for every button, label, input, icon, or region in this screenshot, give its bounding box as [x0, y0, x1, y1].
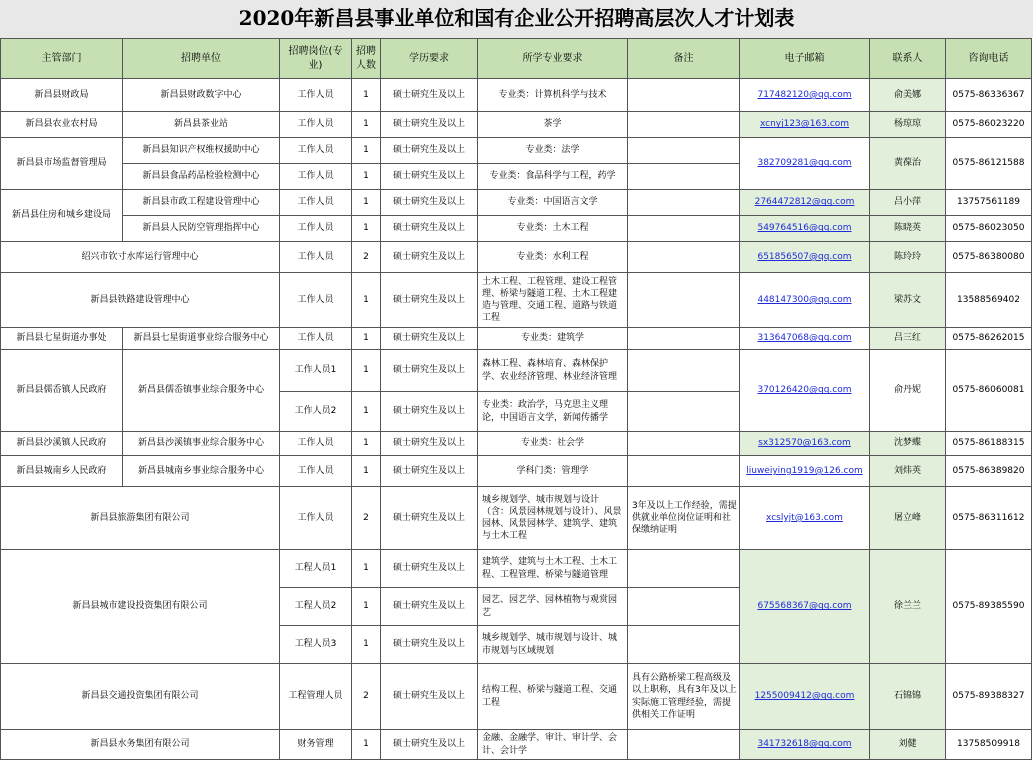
note-cell — [628, 190, 740, 216]
post-cell: 财务管理 — [280, 730, 352, 760]
phone-cell: 0575-86121588 — [946, 138, 1032, 190]
edu-cell: 硕士研究生及以上 — [381, 273, 478, 328]
table-row — [1, 242, 1032, 273]
num-cell: 1 — [352, 164, 381, 190]
major-cell: 专业类：土木工程 — [478, 216, 628, 242]
major-cell: 专业类：建筑学 — [478, 328, 628, 350]
edu-cell: 硕士研究生及以上 — [381, 456, 478, 487]
phone-cell: 0575-86023050 — [946, 216, 1032, 242]
email-link[interactable]: 717482120@qq.com — [757, 89, 852, 100]
major-cell: 学科门类：管理学 — [478, 456, 628, 487]
contact-cell: 沈梦蝶 — [870, 432, 946, 456]
major-cell: 专业类：水利工程 — [478, 242, 628, 273]
table-row — [1, 664, 1032, 730]
email-cell — [740, 487, 870, 550]
phone-cell: 0575-86311612 — [946, 487, 1032, 550]
post-cell: 工作人员 — [280, 216, 352, 242]
email-cell — [740, 216, 870, 242]
email-cell — [740, 328, 870, 350]
edu-cell: 硕士研究生及以上 — [381, 112, 478, 138]
num-cell: 1 — [352, 273, 381, 328]
contact-cell: 俞美娜 — [870, 79, 946, 112]
email-cell — [740, 112, 870, 138]
major-cell: 园艺、园艺学、园林植物与观赏园艺 — [478, 588, 628, 626]
email-cell — [740, 138, 870, 190]
email-cell — [740, 550, 870, 664]
contact-cell: 吕小萍 — [870, 190, 946, 216]
email-link[interactable]: 651856507@qq.com — [757, 251, 852, 262]
header-dept: 主管部门 — [1, 39, 123, 79]
edu-cell: 硕士研究生及以上 — [381, 550, 478, 588]
num-cell: 1 — [352, 730, 381, 760]
contact-cell: 刘健 — [870, 730, 946, 760]
phone-cell: 13588569402 — [946, 273, 1032, 328]
major-cell: 茶学 — [478, 112, 628, 138]
major-cell: 城乡规划学、城市规划与设计、城市规划与区域规划 — [478, 626, 628, 664]
phone-cell: 0575-86262015 — [946, 328, 1032, 350]
unit-cell: 新昌县食品药品检验检测中心 — [123, 164, 280, 190]
unit-cell: 新昌县水务集团有限公司 — [1, 730, 280, 760]
phone-cell: 0575-86188315 — [946, 432, 1032, 456]
table-row — [1, 190, 1032, 216]
note-cell — [628, 392, 740, 432]
edu-cell: 硕士研究生及以上 — [381, 242, 478, 273]
email-link[interactable]: 382709281@qq.com — [757, 158, 852, 169]
major-cell: 专业类：计算机科学与技术 — [478, 79, 628, 112]
phone-cell: 13758509918 — [946, 730, 1032, 760]
num-cell: 2 — [352, 242, 381, 273]
post-cell: 工作人员 — [280, 487, 352, 550]
edu-cell: 硕士研究生及以上 — [381, 328, 478, 350]
email-cell — [740, 190, 870, 216]
unit-cell: 绍兴市钦寸水库运行管理中心 — [1, 242, 280, 273]
email-link[interactable]: xcnyj123@163.com — [759, 119, 850, 130]
unit-cell: 新昌县铁路建设管理中心 — [1, 273, 280, 328]
note-cell — [628, 730, 740, 760]
num-cell: 1 — [352, 190, 381, 216]
unit-cell: 新昌县财政数字中心 — [123, 79, 280, 112]
post-cell: 工程人员2 — [280, 588, 352, 626]
num-cell: 1 — [352, 432, 381, 456]
num-cell: 1 — [352, 350, 381, 392]
major-cell: 结构工程、桥梁与隧道工程、交通工程 — [478, 664, 628, 730]
note-cell: 3年及以上工作经验，需提供就业单位岗位证明和社保缴纳证明 — [628, 487, 740, 550]
num-cell: 1 — [352, 588, 381, 626]
header-note: 备注 — [628, 39, 740, 79]
post-cell: 工作人员2 — [280, 392, 352, 432]
phone-cell: 0575-86389820 — [946, 456, 1032, 487]
contact-cell: 刘炜英 — [870, 456, 946, 487]
post-cell: 工作人员 — [280, 432, 352, 456]
edu-cell: 硕士研究生及以上 — [381, 432, 478, 456]
contact-cell: 杨琼琼 — [870, 112, 946, 138]
post-cell: 工程人员1 — [280, 550, 352, 588]
contact-cell: 石锦锦 — [870, 664, 946, 730]
contact-cell: 梁苏文 — [870, 273, 946, 328]
phone-cell: 0575-86023220 — [946, 112, 1032, 138]
unit-cell: 新昌县城市建设投资集团有限公司 — [1, 550, 280, 664]
post-cell: 工程人员3 — [280, 626, 352, 664]
edu-cell: 硕士研究生及以上 — [381, 626, 478, 664]
num-cell: 1 — [352, 79, 381, 112]
dept-cell: 新昌县市场监督管理局 — [1, 138, 123, 190]
major-cell: 建筑学、建筑与土木工程、土木工程、工程管理、桥梁与隧道管理 — [478, 550, 628, 588]
note-cell — [628, 350, 740, 392]
phone-cell: 0575-86060081 — [946, 350, 1032, 432]
note-cell — [628, 164, 740, 190]
post-cell: 工作人员 — [280, 79, 352, 112]
note-cell — [628, 242, 740, 273]
edu-cell: 硕士研究生及以上 — [381, 190, 478, 216]
unit-cell: 新昌县茶业站 — [123, 112, 280, 138]
post-cell: 工作人员 — [280, 138, 352, 164]
edu-cell: 硕士研究生及以上 — [381, 487, 478, 550]
num-cell: 2 — [352, 487, 381, 550]
email-cell — [740, 273, 870, 328]
major-cell: 专业类：政治学，马克思主义理论，中国语言文学，新闻传播学 — [478, 392, 628, 432]
header-row — [1, 39, 1032, 79]
major-cell: 专业类：食品科学与工程，药学 — [478, 164, 628, 190]
email-link[interactable]: 341732618@qq.com — [757, 739, 852, 750]
edu-cell: 硕士研究生及以上 — [381, 138, 478, 164]
edu-cell: 硕士研究生及以上 — [381, 588, 478, 626]
num-cell: 2 — [352, 664, 381, 730]
num-cell: 1 — [352, 112, 381, 138]
note-cell — [628, 432, 740, 456]
note-cell — [628, 588, 740, 626]
major-cell: 金融、金融学、审计、审计学、会计、会计学 — [478, 730, 628, 760]
table-row — [1, 487, 1032, 550]
table-row — [1, 273, 1032, 328]
note-cell: 具有公路桥梁工程高级及以上职称，具有3年及以上实际施工管理经验，需提供相关工作证明 — [628, 664, 740, 730]
post-cell: 工作人员 — [280, 112, 352, 138]
phone-cell: 0575-89388327 — [946, 664, 1032, 730]
unit-cell: 新昌县七星街道事业综合服务中心 — [123, 328, 280, 350]
header-edu: 学历要求 — [381, 39, 478, 79]
dept-cell: 新昌县农业农村局 — [1, 112, 123, 138]
email-link[interactable]: 313647068@qq.com — [757, 333, 852, 344]
major-cell: 城乡规划学、城市规划与设计（含：风景园林规划与设计）、风景园林、风景园林学、建筑学、建筑与土木工程 — [478, 487, 628, 550]
dept-cell: 新昌县七星街道办事处 — [1, 328, 123, 350]
table-row — [1, 328, 1032, 350]
email-cell — [740, 664, 870, 730]
num-cell: 1 — [352, 216, 381, 242]
email-cell — [740, 350, 870, 432]
note-cell — [628, 112, 740, 138]
unit-cell: 新昌县交通投资集团有限公司 — [1, 664, 280, 730]
dept-cell: 新昌县财政局 — [1, 79, 123, 112]
table-row — [1, 730, 1032, 760]
note-cell — [628, 626, 740, 664]
note-cell — [628, 138, 740, 164]
unit-cell: 新昌县市政工程建设管理中心 — [123, 190, 280, 216]
dept-cell: 新昌县城南乡人民政府 — [1, 456, 123, 487]
edu-cell: 硕士研究生及以上 — [381, 216, 478, 242]
post-cell: 工程管理人员 — [280, 664, 352, 730]
post-cell: 工作人员 — [280, 190, 352, 216]
note-cell — [628, 79, 740, 112]
phone-cell: 13757561189 — [946, 190, 1032, 216]
email-cell — [740, 79, 870, 112]
contact-cell: 俞丹妮 — [870, 350, 946, 432]
dept-cell: 新昌县住房和城乡建设局 — [1, 190, 123, 242]
num-cell: 1 — [352, 550, 381, 588]
header-unit: 招聘单位 — [123, 39, 280, 79]
note-cell — [628, 456, 740, 487]
major-cell: 专业类：中国语言文学 — [478, 190, 628, 216]
major-cell: 森林工程、森林培育、森林保护学、农业经济管理、林业经济管理 — [478, 350, 628, 392]
edu-cell: 硕士研究生及以上 — [381, 392, 478, 432]
email-link[interactable]: 1255009412@qq.com — [754, 691, 855, 702]
email-link[interactable]: xcslyjt@163.com — [766, 512, 843, 523]
table-row — [1, 216, 1032, 242]
header-email: 电子邮箱 — [740, 39, 870, 79]
num-cell: 1 — [352, 626, 381, 664]
email-link[interactable]: 370126420@qq.com — [757, 385, 852, 396]
email-link[interactable]: 675568367@qq.com — [757, 601, 852, 612]
table-row — [1, 138, 1032, 164]
table-row — [1, 112, 1032, 138]
contact-cell: 吕三红 — [870, 328, 946, 350]
phone-cell: 0575-86336367 — [946, 79, 1032, 112]
email-cell — [740, 432, 870, 456]
unit-cell: 新昌县知识产权维权援助中心 — [123, 138, 280, 164]
major-cell: 专业类：法学 — [478, 138, 628, 164]
edu-cell: 硕士研究生及以上 — [381, 79, 478, 112]
table-row — [1, 550, 1032, 588]
num-cell: 1 — [352, 392, 381, 432]
table-row — [1, 350, 1032, 392]
header-num: 招聘人数 — [352, 39, 381, 79]
dept-cell: 新昌县儒岙镇人民政府 — [1, 350, 123, 432]
contact-cell: 黄葆治 — [870, 138, 946, 190]
unit-cell: 新昌县儒岙镇事业综合服务中心 — [123, 350, 280, 432]
contact-cell: 陈玲玲 — [870, 242, 946, 273]
email-link[interactable]: sx312570@163.com — [758, 438, 851, 449]
post-cell: 工作人员 — [280, 456, 352, 487]
unit-cell: 新昌县旅游集团有限公司 — [1, 487, 280, 550]
note-cell — [628, 216, 740, 242]
recruitment-table — [0, 38, 1032, 760]
email-cell — [740, 730, 870, 760]
phone-cell: 0575-86380080 — [946, 242, 1032, 273]
contact-cell: 陈晓英 — [870, 216, 946, 242]
post-cell: 工作人员 — [280, 328, 352, 350]
unit-cell: 新昌县城南乡事业综合服务中心 — [123, 456, 280, 487]
email-link[interactable]: liuweiying1919@126.com — [746, 465, 863, 476]
post-cell: 工作人员 — [280, 242, 352, 273]
email-link[interactable]: 2764472812@qq.com — [754, 197, 855, 208]
unit-cell: 新昌县人民防空管理指挥中心 — [123, 216, 280, 242]
dept-cell: 新昌县沙溪镇人民政府 — [1, 432, 123, 456]
email-link[interactable]: 448147300@qq.com — [757, 294, 852, 305]
major-cell: 土木工程、工程管理、建设工程管理、桥梁与隧道工程、土木工程建造与管理、交通工程、道路与铁道工程 — [478, 273, 628, 328]
contact-cell: 屠立峰 — [870, 487, 946, 550]
email-link[interactable]: 549764516@qq.com — [757, 223, 852, 234]
edu-cell: 硕士研究生及以上 — [381, 730, 478, 760]
edu-cell: 硕士研究生及以上 — [381, 664, 478, 730]
note-cell — [628, 273, 740, 328]
header-major: 所学专业要求 — [478, 39, 628, 79]
header-phone: 咨询电话 — [946, 39, 1032, 79]
header-contact: 联系人 — [870, 39, 946, 79]
post-cell: 工作人员 — [280, 164, 352, 190]
post-cell: 工作人员1 — [280, 350, 352, 392]
table-row — [1, 79, 1032, 112]
header-post: 招聘岗位(专业) — [280, 39, 352, 79]
post-cell: 工作人员 — [280, 273, 352, 328]
page-title: 2020年新昌县事业单位和国有企业公开招聘高层次人才计划表 — [0, 0, 1033, 38]
phone-cell: 0575-89385590 — [946, 550, 1032, 664]
note-cell — [628, 550, 740, 588]
num-cell: 1 — [352, 328, 381, 350]
note-cell — [628, 328, 740, 350]
table-row — [1, 432, 1032, 456]
num-cell: 1 — [352, 138, 381, 164]
edu-cell: 硕士研究生及以上 — [381, 164, 478, 190]
contact-cell: 徐兰兰 — [870, 550, 946, 664]
table-row — [1, 456, 1032, 487]
num-cell: 1 — [352, 456, 381, 487]
email-cell — [740, 242, 870, 273]
unit-cell: 新昌县沙溪镇事业综合服务中心 — [123, 432, 280, 456]
email-cell — [740, 456, 870, 487]
major-cell: 专业类：社会学 — [478, 432, 628, 456]
edu-cell: 硕士研究生及以上 — [381, 350, 478, 392]
